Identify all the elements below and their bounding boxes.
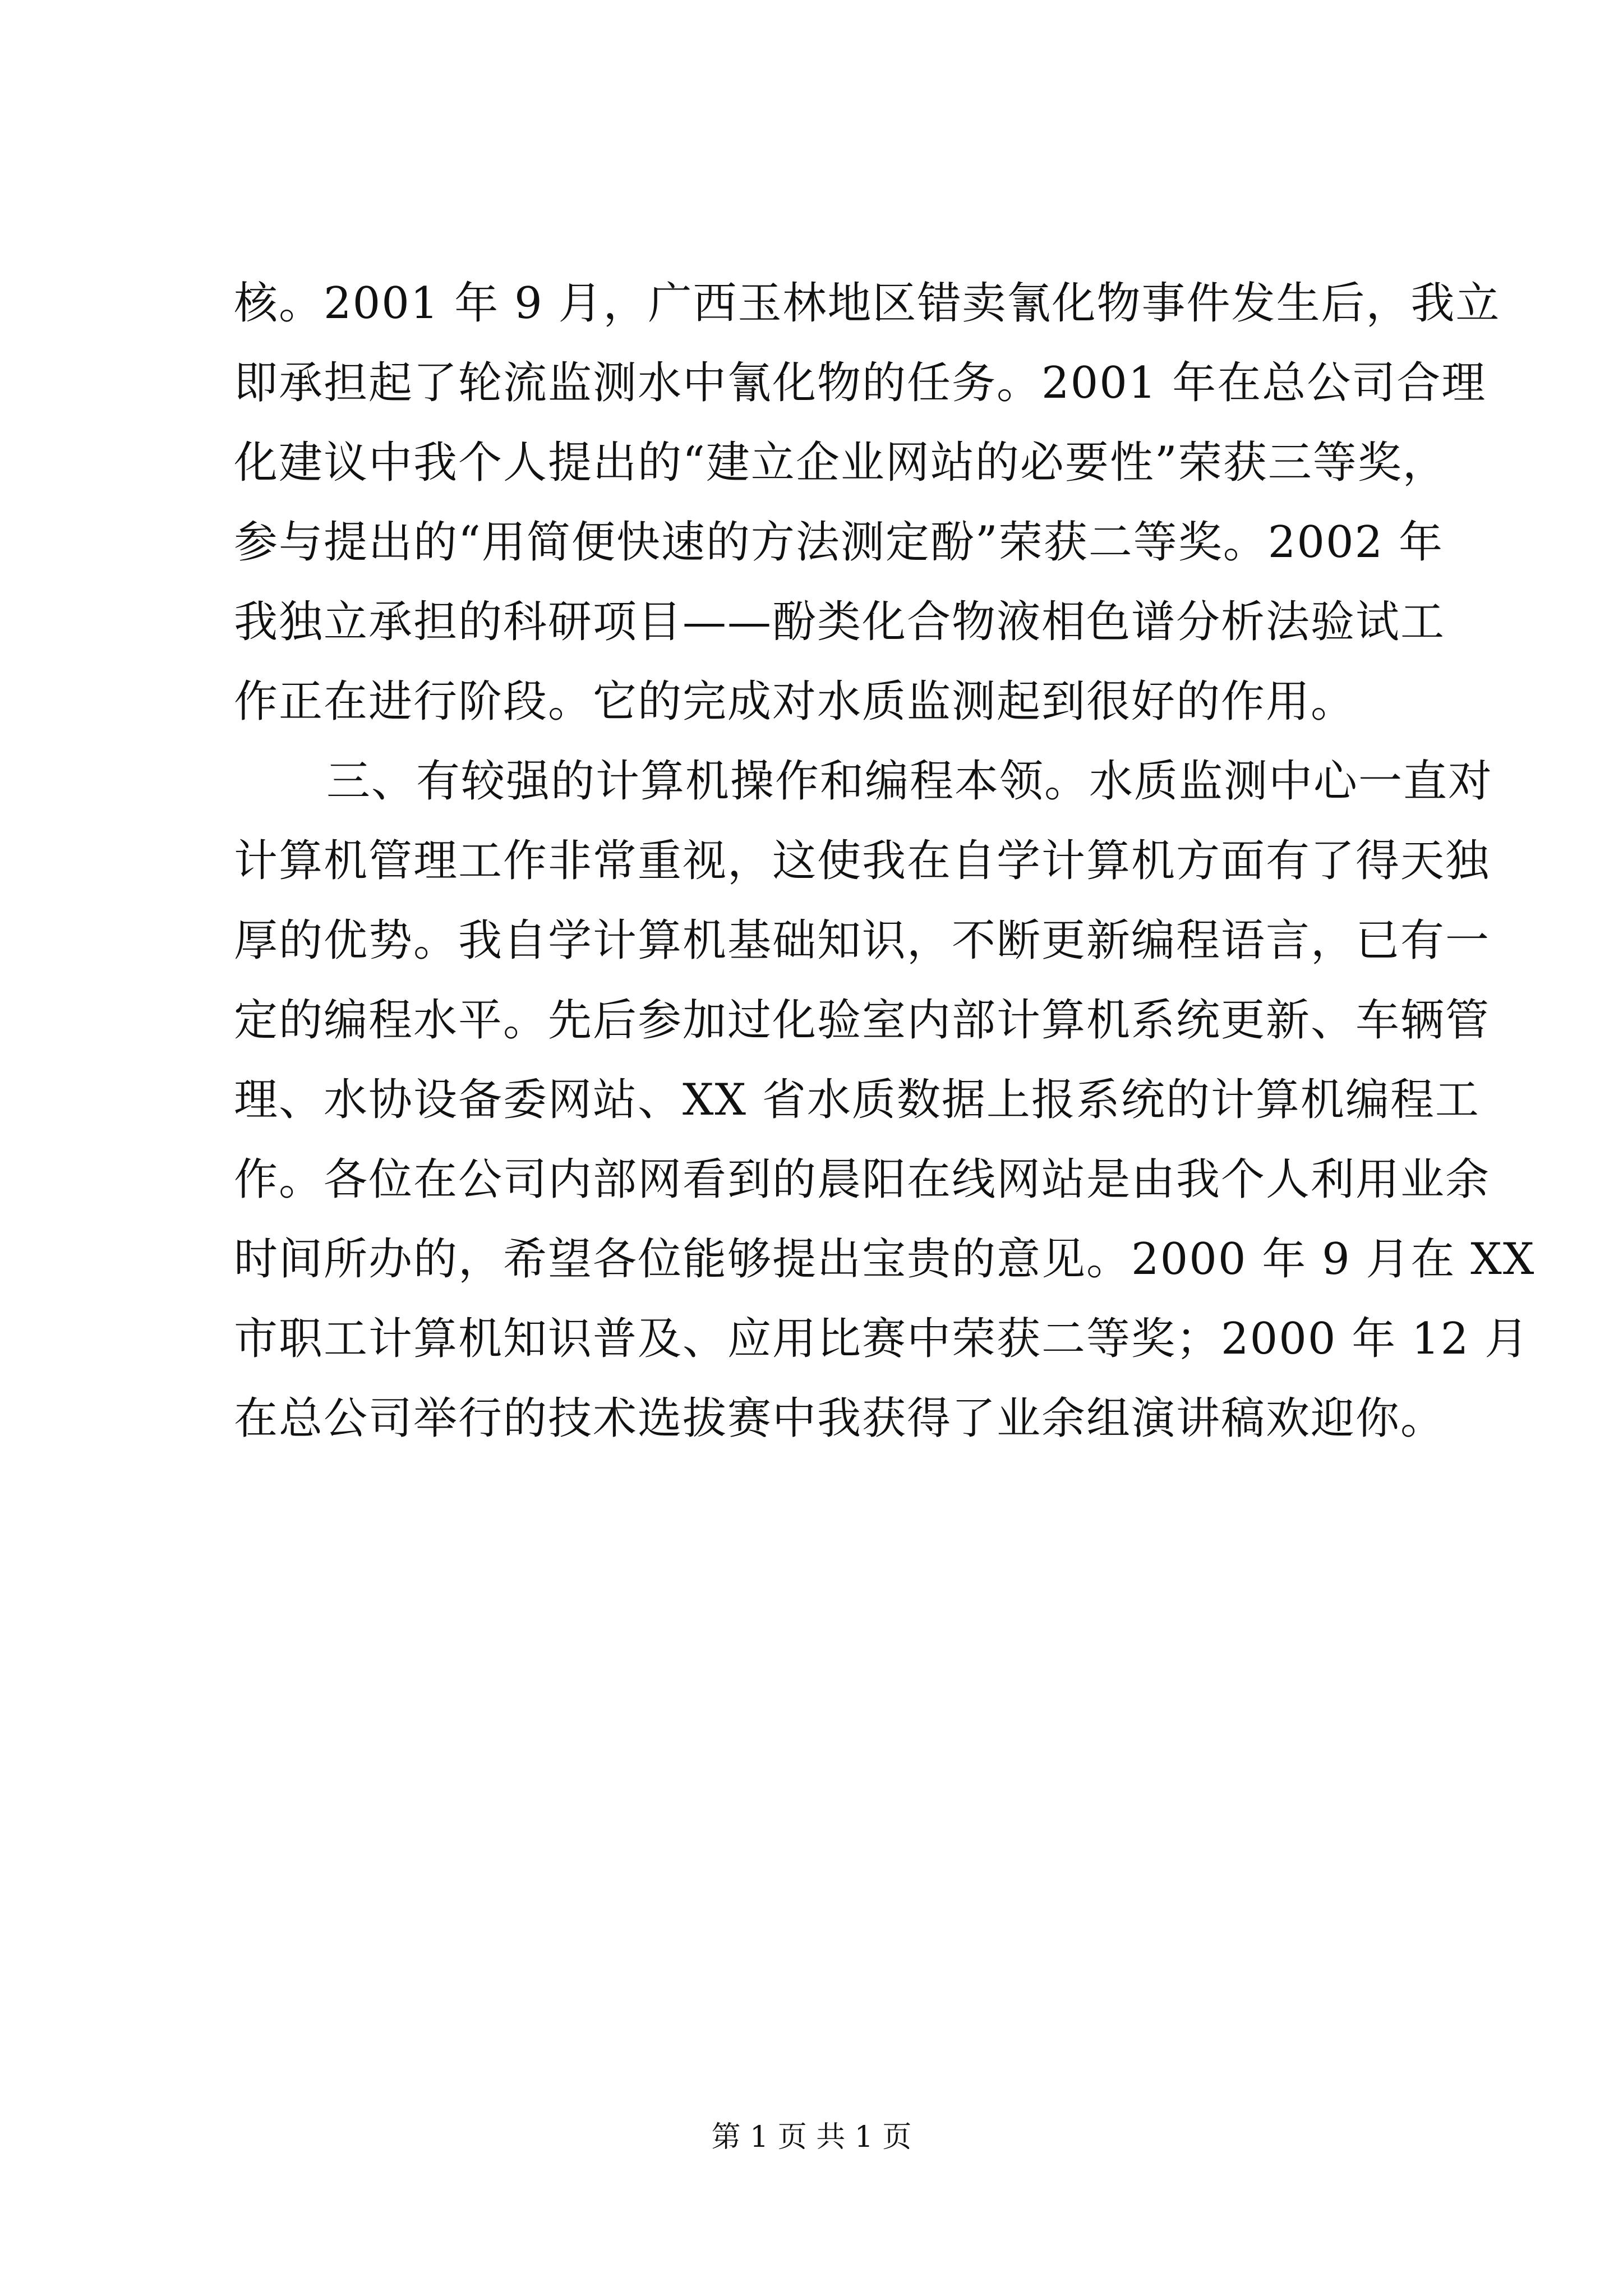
text-line: 在总公司举行的技术选拔赛中我获得了业余组演讲稿欢迎你。 (234, 1393, 1446, 1444)
text-line: 计算机管理工作非常重视，这使我在自学计算机方面有了得天独 (234, 836, 1491, 886)
text-line: 理、水协设备委网站、XX 省水质数据上报系统的计算机编程工 (234, 1075, 1480, 1125)
text-line: 市职工计算机知识普及、应用比赛中荣获二等奖；2000 年 12 月 (234, 1314, 1530, 1364)
text-line: 作正在进行阶段。它的完成对水质监测起到很好的作用。 (234, 677, 1356, 727)
text-line: 我独立承担的科研项目——酚类化合物液相色谱分析法验试工 (234, 597, 1446, 647)
page-footer: 第 1 页 共 1 页 (711, 2120, 912, 2154)
text-line: 时间所办的，希望各位能够提出宝贵的意见。2000 年 9 月在 XX (234, 1234, 1536, 1285)
paragraph-start-line: 三、有较强的计算机操作和编程本领。水质监测中心一直对 (326, 756, 1493, 807)
text-line: 厚的优势。我自学计算机基础知识，不断更新编程语言，已有一 (234, 915, 1491, 966)
text-line: 参与提出的“用简便快速的方法测定酚”荣获二等奖。2002 年 (234, 517, 1444, 568)
text-line: 化建议中我个人提出的“建立企业网站的必要性”荣获三等奖， (234, 438, 1447, 488)
text-line: 作。各位在公司内部网看到的晨阳在线网站是由我个人利用业余 (234, 1154, 1491, 1205)
text-line: 即承担起了轮流监测水中氰化物的任务。2001 年在总公司合理 (234, 358, 1487, 408)
text-line: 核。2001 年 9 月，广西玉林地区错卖氰化物事件发生后，我立 (234, 278, 1501, 329)
text-line: 定的编程水平。先后参加过化验室内部计算机系统更新、车辆管 (234, 995, 1491, 1046)
document-body (234, 264, 1536, 1458)
